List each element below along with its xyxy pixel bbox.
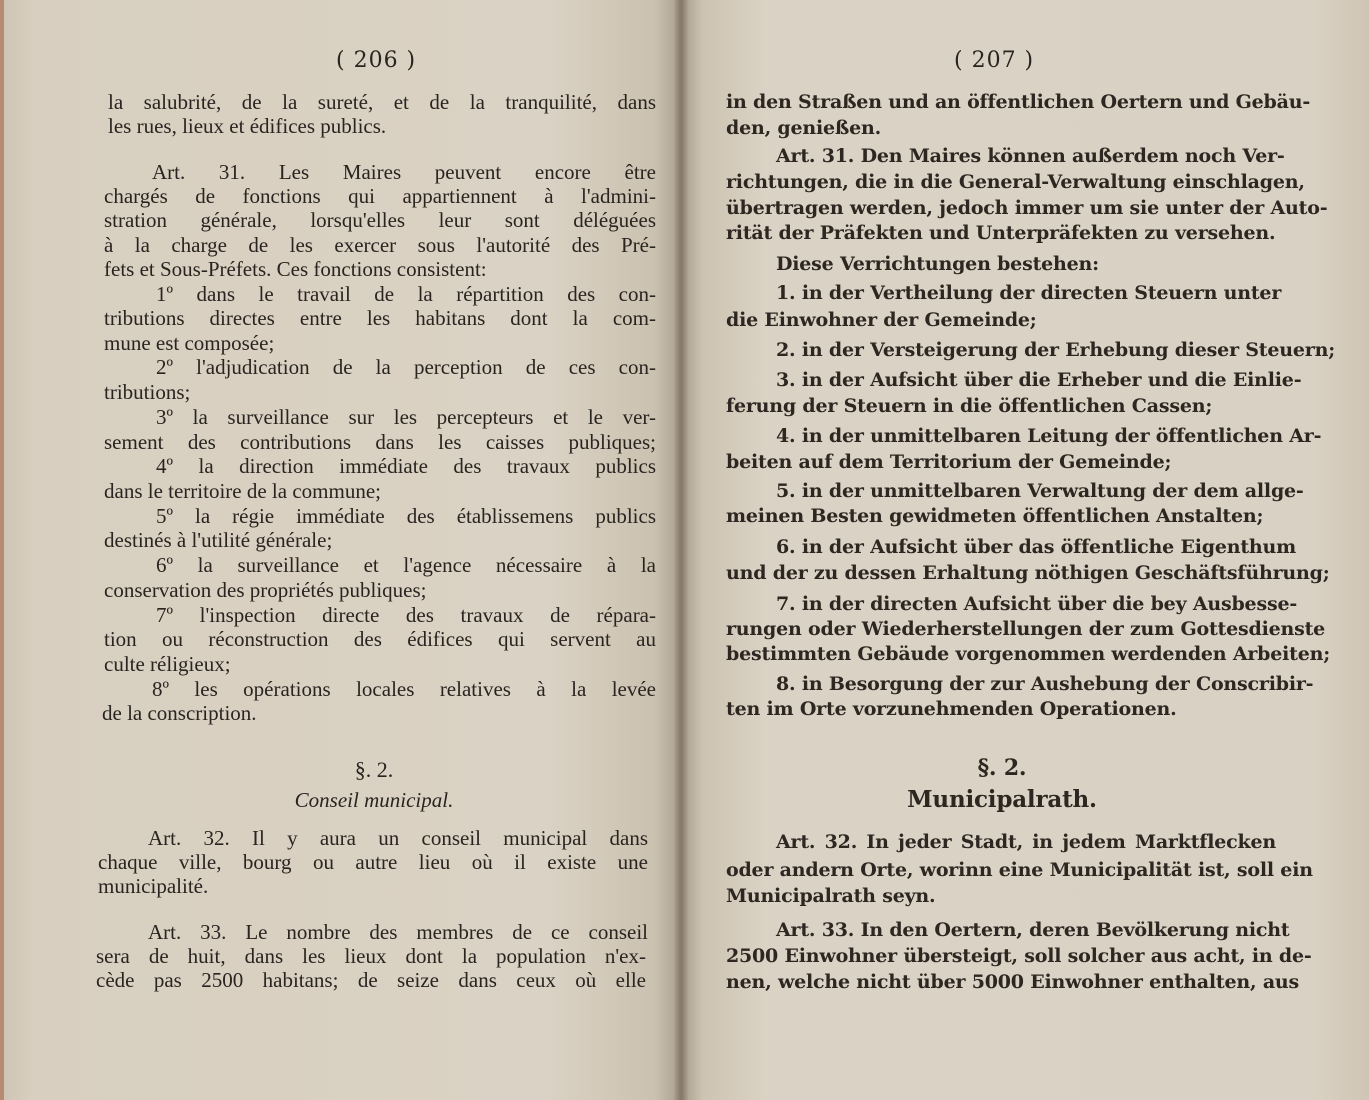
text-line: 6º la surveillance et l'agence nécessaire à la xyxy=(156,553,656,577)
text-line: 7. in der directen Aufsicht über die bey Ausbesse- xyxy=(776,593,1298,615)
text-line: tion ou réconstruction des édifices qui servent au xyxy=(104,627,656,651)
text-line: conservation des propriétés publiques; xyxy=(104,578,427,602)
text-line: rität der Präfekten und Unterpräfekten zu versehen. xyxy=(726,222,1276,244)
text-line: Art. 33. Le nombre des membres de ce conseil xyxy=(148,920,648,944)
right-page-text xyxy=(682,0,1369,1100)
text-line: sera de huit, dans les lieux dont la population n'ex- xyxy=(96,944,646,968)
text-line: de la conscription. xyxy=(102,701,257,725)
right-page xyxy=(682,0,1369,1100)
text-line: 2500 Einwohner übersteigt, soll solcher aus acht, in de- xyxy=(726,945,1312,967)
text-line: ferung der Steuern in die öffentlichen Cassen; xyxy=(726,395,1213,417)
text-line: 8. in Besorgung der zur Aushebung der Conscribir- xyxy=(776,673,1314,695)
text-line: dans le territoire de la commune; xyxy=(104,479,381,503)
text-line: chargés de fonctions qui appartiennent à l'admini- xyxy=(104,184,656,208)
left-page-text xyxy=(4,0,682,1100)
text-line: les rues, lieux et édifices publics. xyxy=(108,114,387,138)
text-line: richtungen, die in die General-Verwaltung einschlagen, xyxy=(726,171,1305,193)
text-line: 2. in der Versteigerung der Erhebung dieser Steuern; xyxy=(776,339,1336,361)
section-title: Municipalrath. xyxy=(907,786,1097,813)
text-line: Art. 32. Il y aura un conseil municipal dans xyxy=(148,826,648,850)
text-line: den, genießen. xyxy=(726,117,882,139)
text-line: 5º la régie immédiate des établissemens publics xyxy=(156,504,656,528)
text-line: tributions; xyxy=(104,380,191,404)
text-line: chaque ville, bourg ou autre lieu où il existe une xyxy=(98,850,648,874)
text-line: 3. in der Aufsicht über die Erheber und die Einlie- xyxy=(776,369,1302,391)
text-line: culte réligieux; xyxy=(104,652,231,676)
section-number: §. 2. xyxy=(977,755,1027,781)
text-line: la salubrité, de la sureté, et de la tranquilité, dans xyxy=(108,90,656,114)
text-line: cède pas 2500 habitans; de seize dans ceux où elle xyxy=(96,968,646,992)
text-line: 7º l'inspection directe des travaux de répara- xyxy=(156,603,656,627)
text-line: stration générale, lorsqu'elles leur sont déléguées xyxy=(104,208,656,232)
text-line: oder andern Orte, worinn eine Municipalität ist, soll ein xyxy=(726,859,1313,881)
left-page-number: ( 206 ) xyxy=(336,48,417,73)
text-line: ten im Orte vorzunehmenden Operationen. xyxy=(726,698,1177,720)
text-line: die Einwohner der Gemeinde; xyxy=(726,309,1037,331)
text-line: tributions directes entre les habitans dont la com- xyxy=(104,306,656,330)
section-title: Conseil municipal. xyxy=(294,788,454,812)
text-line: nen, welche nicht über 5000 Einwohner enthalten, aus xyxy=(726,971,1300,993)
book-gutter xyxy=(674,0,688,1100)
text-line: übertragen werden, jedoch immer um sie unter der Auto- xyxy=(726,197,1328,219)
text-line: sement des contributions dans les caisses publiques; xyxy=(104,430,656,454)
text-line: Art. 31. Les Maires peuvent encore être xyxy=(152,160,656,184)
text-line: meinen Besten gewidmeten öffentlichen Anstalten; xyxy=(726,505,1264,527)
text-line: municipalité. xyxy=(98,874,209,898)
text-line: und der zu dessen Erhaltung nöthigen Geschäftsführung; xyxy=(726,562,1330,584)
text-line: 5. in der unmittelbaren Verwaltung der dem allge- xyxy=(776,480,1304,502)
text-line: 1º dans le travail de la répartition des con- xyxy=(156,282,656,306)
section-number: §. 2. xyxy=(354,757,394,782)
text-line: 2º l'adjudication de la perception de ces con- xyxy=(156,355,656,379)
text-line: 1. in der Vertheilung der directen Steuern unter xyxy=(776,282,1282,304)
text-line: 8º les opérations locales relatives à la levée xyxy=(152,677,656,701)
text-line: Diese Verrichtungen bestehen: xyxy=(776,253,1099,275)
text-line: 4º la direction immédiate des travaux publics xyxy=(156,454,656,478)
text-line: beiten auf dem Territorium der Gemeinde; xyxy=(726,451,1172,473)
text-line: Art. 32. In jeder Stadt, in jedem Marktflecken xyxy=(776,831,1276,853)
text-line: Art. 31. Den Maires können außerdem noch Ver- xyxy=(776,145,1285,167)
text-line: in den Straßen und an öffentlichen Oertern und Gebäu- xyxy=(726,91,1311,113)
text-line: 3º la surveillance sur les percepteurs et le ver- xyxy=(156,405,656,429)
text-line: 4. in der unmittelbaren Leitung der öffentlichen Ar- xyxy=(776,425,1322,447)
text-line: mune est composée; xyxy=(104,331,275,355)
text-line: bestimmten Gebäude vorgenommen werdenden Arbeiten; xyxy=(726,643,1331,665)
right-page-number: ( 207 ) xyxy=(954,48,1035,73)
text-line: destinés à l'utilité générale; xyxy=(104,528,333,552)
text-line: Art. 33. In den Oertern, deren Bevölkerung nicht xyxy=(776,919,1290,941)
text-line: 6. in der Aufsicht über das öffentliche Eigenthum xyxy=(776,536,1297,558)
text-line: Municipalrath seyn. xyxy=(726,885,936,907)
text-line: fets et Sous-Préfets. Ces fonctions consistent: xyxy=(104,257,487,281)
left-page xyxy=(0,0,682,1100)
text-line: à la charge de les exercer sous l'autorité des Pré- xyxy=(104,233,656,257)
text-line: rungen oder Wiederherstellungen der zum Gottesdienste xyxy=(726,618,1326,640)
